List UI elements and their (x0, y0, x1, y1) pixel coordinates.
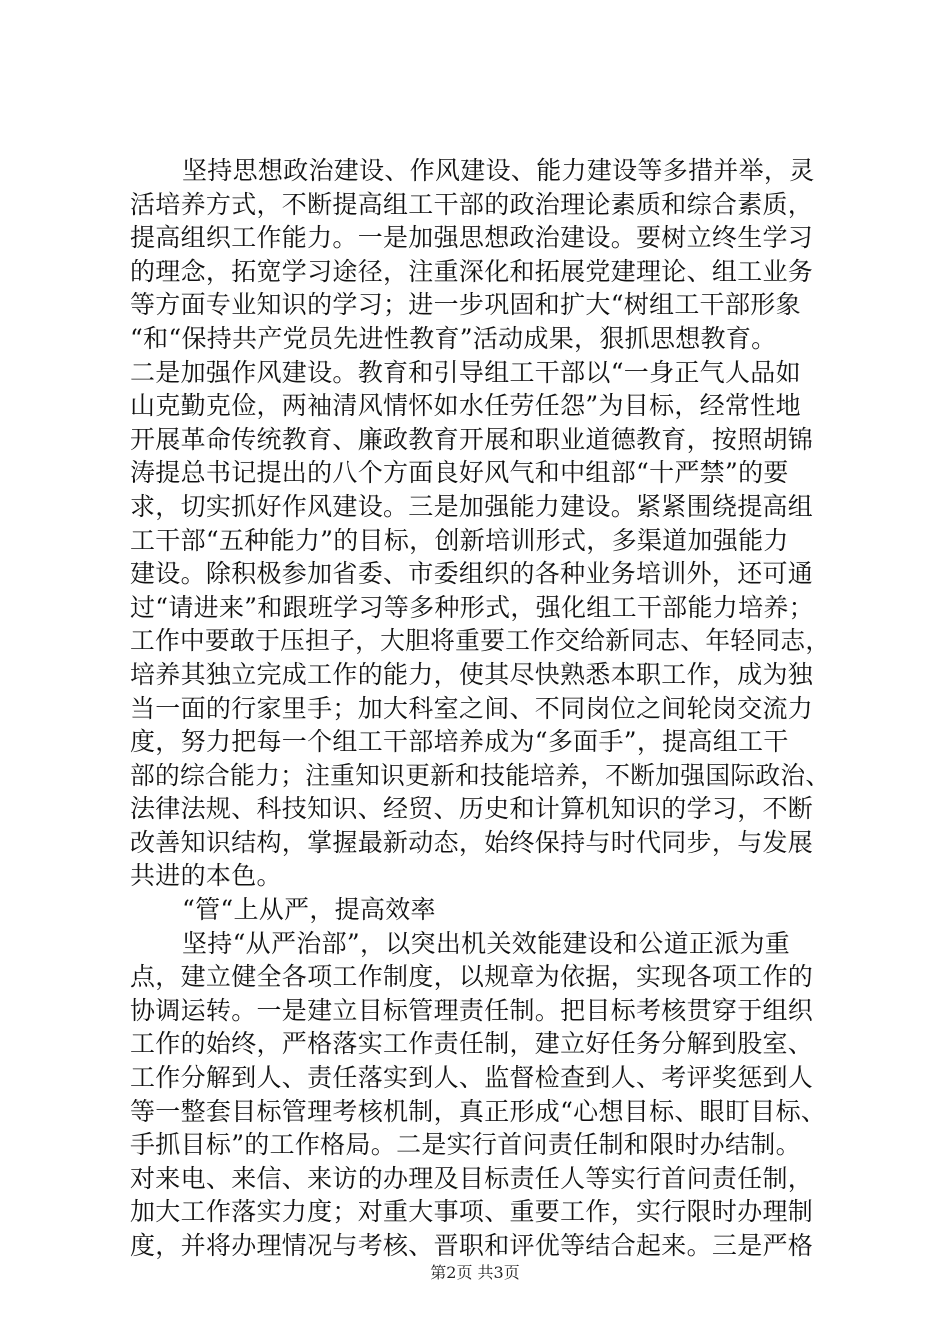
text-line: 加大工作落实力度；对重大事项、重要工作，实行限时办理制 (130, 1197, 814, 1227)
text-line: 山克勤克俭，两袖清风情怀如水任劳任怨”为目标，经常性地 (130, 391, 801, 421)
body-text (130, 154, 830, 1263)
text-line: 等一整套目标管理考核机制，真正形成“心想目标、眼盯目标、 (130, 1096, 827, 1126)
text-line: 二是加强作风建设。教育和引导组工干部以“一身正气人品如 (130, 357, 801, 387)
text-line: 求，切实抓好作风建设。三是加强能力建设。紧紧围绕提高组 (130, 491, 814, 521)
text-line: 对来电、来信、来访的办理及目标责任人等实行首问责任制， (130, 1163, 814, 1193)
text-line: 部的综合能力；注重知识更新和技能培养，不断加强国际政治、 (130, 760, 831, 790)
text-line: 建设。除积极参加省委、市委组织的各种业务培训外，还可通 (130, 559, 814, 589)
text-line: 提高组织工作能力。一是加强思想政治建设。要树立终生学习 (130, 223, 814, 253)
text-line: 活培养方式，不断提高组工干部的政治理论素质和综合素质， (130, 189, 814, 219)
text-line: 涛提总书记提出的八个方面良好风气和中组部“十严禁”的要 (130, 458, 789, 488)
text-line: 法律法规、科技知识、经贸、历史和计算机知识的学习，不断 (130, 794, 814, 824)
text-line: 手抓目标”的工作格局。二是实行首问责任制和限时办结制。 (130, 1130, 801, 1160)
text-line: 当一面的行家里手；加大科室之间、不同岗位之间轮岗交流力 (130, 693, 814, 723)
text-line: 点，建立健全各项工作制度，以规章为依据，实现各项工作的 (130, 962, 814, 992)
page-number-footer: 第2页 共3页 (430, 1263, 520, 1282)
text-line: 坚持思想政治建设、作风建设、能力建设等多措并举，灵 (182, 156, 815, 185)
text-line: 坚持“从严治部”，以突出机关效能建设和公道正派为重 (182, 928, 791, 958)
text-line: 工作分解到人、责任落实到人、监督检查到人、考评奖惩到人 (130, 1063, 814, 1093)
text-line: 度，并将办理情况与考核、晋职和评优等结合起来。三是严格 (130, 1231, 814, 1260)
text-line: 协调运转。一是建立目标管理责任制。把目标考核贯穿于组织 (130, 995, 814, 1025)
text-line: 工作中要敢于压担子，大胆将重要工作交给新同志、年轻同志， (130, 626, 831, 656)
text-line: 等方面专业知识的学习；进一步巩固和扩大“树组工干部形象 (130, 290, 801, 320)
section-heading: “管“上从严，提高效率 (182, 895, 436, 925)
text-line: 改善知识结构，掌握最新动态，始终保持与时代同步，与发展 (130, 827, 814, 857)
text-line: 过“请进来”和跟班学习等多种形式，强化组工干部能力培养； (130, 592, 814, 622)
text-line: 的理念，拓宽学习途径，注重深化和拓展党建理论、组工业务 (130, 256, 814, 286)
text-line: “和“保持共产党员先进性教育”活动成果，狠抓思想教育。 (130, 323, 777, 353)
text-line: 工作的始终，严格落实工作责任制，建立好任务分解到股室、 (130, 1029, 814, 1059)
text-line: 培养其独立完成工作的能力，使其尽快熟悉本职工作，成为独 (130, 659, 814, 689)
text-line: 开展革命传统教育、廉政教育开展和职业道德教育，按照胡锦 (130, 424, 814, 454)
text-line: 工干部“五种能力”的目标，创新培训形式，多渠道加强能力 (130, 525, 789, 555)
text-line: 度，努力把每一个组工干部培养成为“多面手”，提高组工干 (130, 727, 789, 757)
text-line: 共进的本色。 (130, 861, 282, 891)
